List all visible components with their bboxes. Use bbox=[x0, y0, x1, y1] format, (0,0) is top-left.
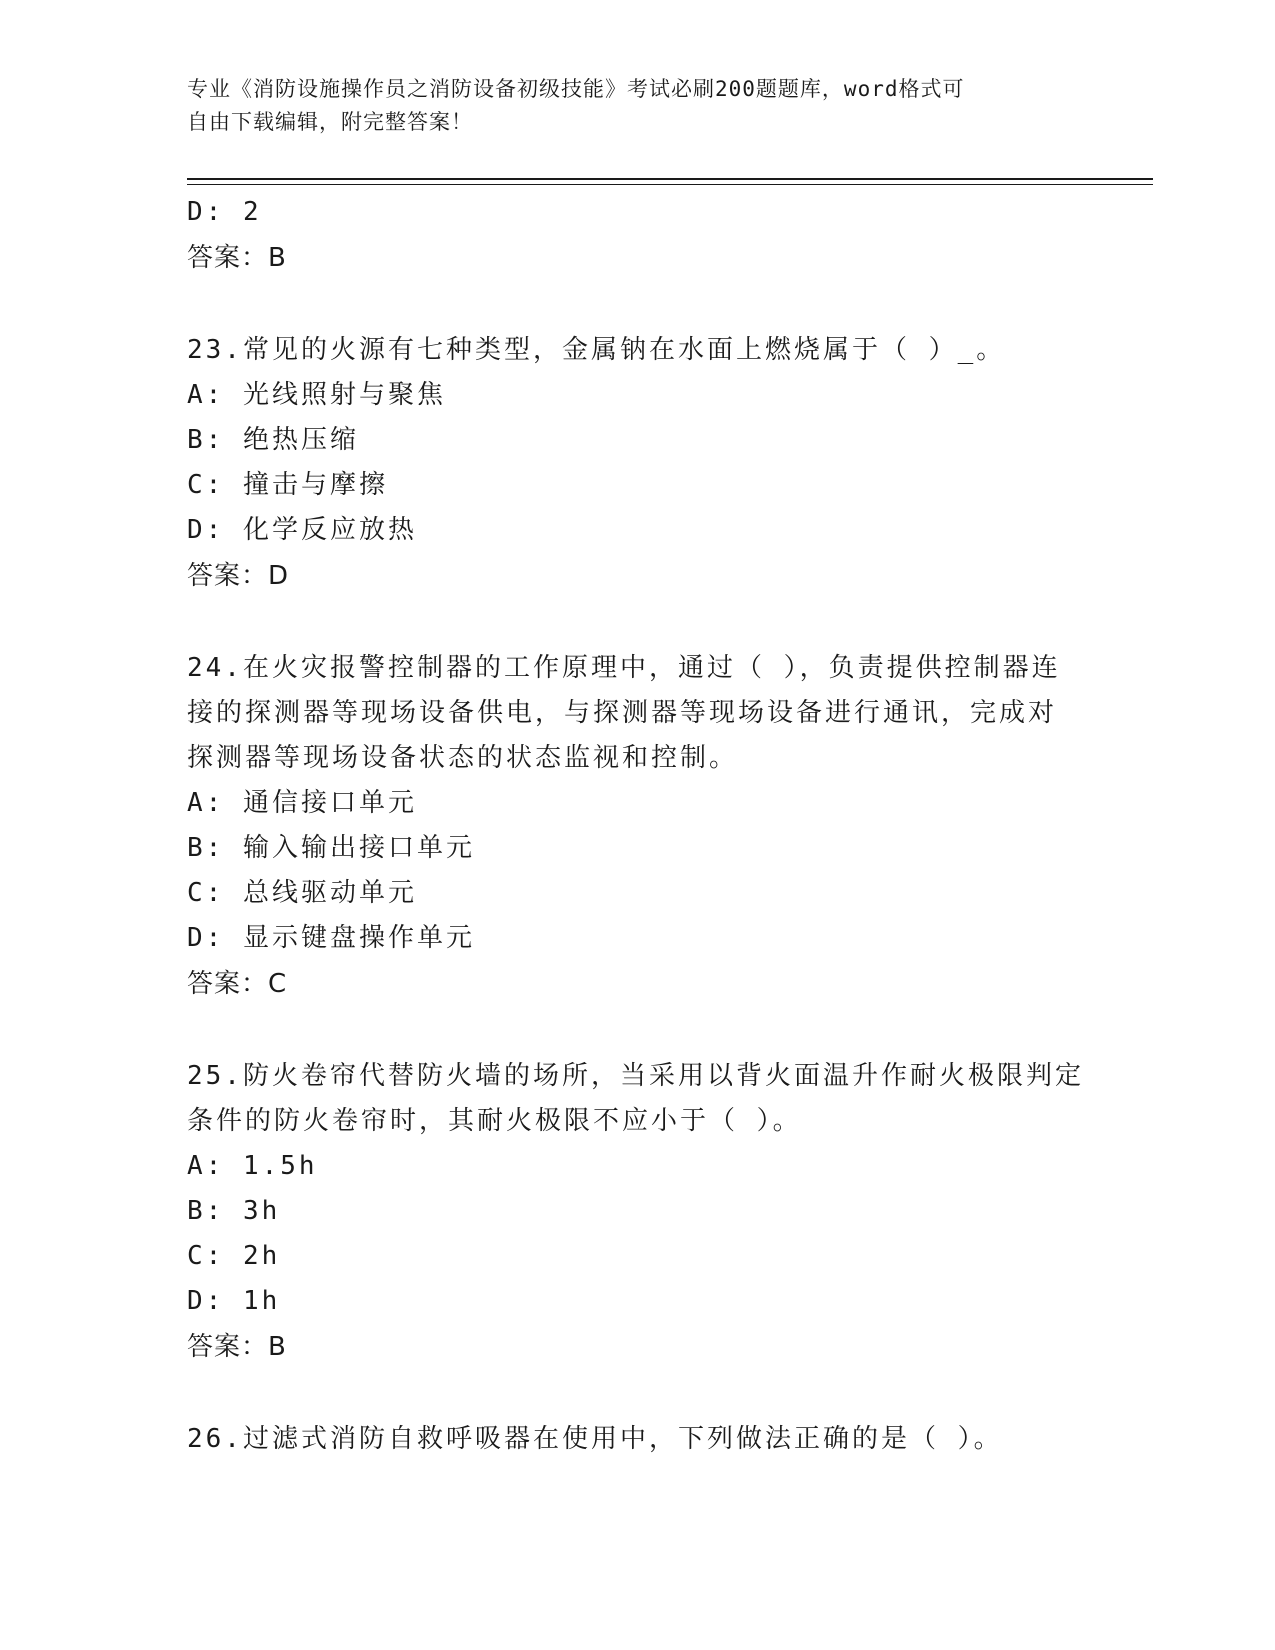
header-divider-thin bbox=[187, 184, 1153, 185]
option-b: B: 输入输出接口单元 bbox=[187, 833, 475, 863]
question-text: 25.防火卷帘代替防火墙的场所，当采用以背火面温升作耐火极限判定 bbox=[187, 1061, 1084, 1091]
question-list bbox=[187, 190, 1087, 1462]
option-a: A: 通信接口单元 bbox=[187, 788, 417, 818]
option-c: C: 2h bbox=[187, 1241, 281, 1271]
answer-line: 答案：C bbox=[187, 969, 288, 999]
document-header bbox=[187, 73, 1087, 139]
question-23 bbox=[187, 328, 1087, 599]
option-a: A: 1.5h bbox=[187, 1151, 318, 1181]
answer-line: 答案：D bbox=[187, 561, 290, 591]
question-text: 条件的防火卷帘时，其耐火极限不应小于（ ）。 bbox=[187, 1106, 802, 1136]
option-c: C: 总线驱动单元 bbox=[187, 878, 417, 908]
option-c: C: 撞击与摩擦 bbox=[187, 470, 388, 500]
question-26 bbox=[187, 1417, 1087, 1462]
question-text: 26.过滤式消防自救呼吸器在使用中，下列做法正确的是（ ）。 bbox=[187, 1424, 1003, 1454]
answer-line: 答案：B bbox=[187, 1332, 287, 1362]
option-d: D: 2 bbox=[187, 197, 262, 227]
header-line-1: 专业《消防设施操作员之消防设备初级技能》考试必刷200题题库，word格式可 bbox=[187, 77, 965, 101]
option-d: D: 化学反应放热 bbox=[187, 515, 417, 545]
question-25 bbox=[187, 1054, 1087, 1370]
option-a: A: 光线照射与聚焦 bbox=[187, 380, 446, 410]
question-text: 24.在火灾报警控制器的工作原理中，通过（ ），负责提供控制器连 bbox=[187, 653, 1061, 683]
question-text: 接的探测器等现场设备供电，与探测器等现场设备进行通讯，完成对 bbox=[187, 698, 1058, 728]
option-b: B: 3h bbox=[187, 1196, 281, 1226]
option-d: D: 显示键盘操作单元 bbox=[187, 923, 475, 953]
header-line-2: 自由下载编辑，附完整答案！ bbox=[187, 110, 473, 134]
option-b: B: 绝热压缩 bbox=[187, 425, 359, 455]
option-d: D: 1h bbox=[187, 1286, 281, 1316]
question-text: 探测器等现场设备状态的状态监视和控制。 bbox=[187, 743, 739, 773]
answer-line: 答案：B bbox=[187, 243, 287, 273]
header-divider-thick bbox=[187, 178, 1153, 180]
question-24 bbox=[187, 646, 1087, 1007]
question-text: 23.常见的火源有七种类型，金属钠在水面上燃烧属于（ ）_。 bbox=[187, 335, 1006, 365]
